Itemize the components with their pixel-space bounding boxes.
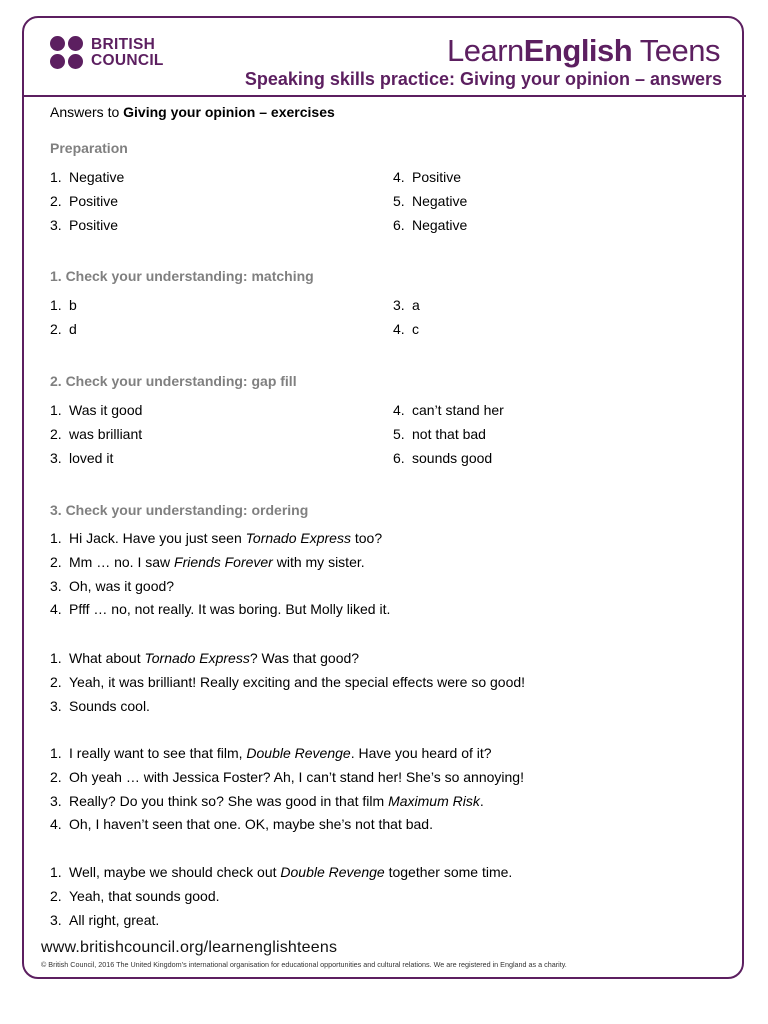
intro-line: Answers to Giving your opinion – exercises <box>50 104 335 120</box>
dialogue-line: 3. Really? Do you think so? She was good in that film Maximum Risk. <box>50 792 484 809</box>
logo-line-1: BRITISH <box>91 35 156 53</box>
footer-copyright: © British Council, 2016 The United Kingdom’s international organisation for educational opportunities and cultural relations. We are registered in England as a charity. <box>41 960 567 969</box>
preparation-answer: 4. Positive <box>393 169 462 185</box>
preparation-answer: 1. Negative <box>50 169 125 185</box>
logo-dots-icon <box>50 36 83 69</box>
dialogue-line: 4. Pfff … no, not really. It was boring. But Molly liked it. <box>50 601 391 618</box>
logo-line-2: COUNCIL <box>91 51 164 69</box>
gapfill-heading: 2. Check your understanding: gap fill <box>50 373 297 389</box>
footer-url: www.britishcouncil.org/learnenglishteens <box>41 939 338 956</box>
matching-answer: 1. b <box>50 297 77 313</box>
gapfill-answer: 5. not that bad <box>393 425 486 442</box>
dialogue-line: 3. All right, great. <box>50 911 160 928</box>
gapfill-answer: 1. Was it good <box>50 402 143 418</box>
page-border <box>22 16 744 979</box>
preparation-answer: 6. Negative <box>393 216 468 233</box>
ordering-heading: 3. Check your understanding: ordering <box>50 502 309 518</box>
dialogue-line: 4. Oh, I haven’t seen that one. OK, maybe she’s not that bad. <box>50 816 433 833</box>
dialogue-line: 2. Mm … no. I saw Friends Forever with my sister. <box>50 553 365 570</box>
british-council-logo <box>50 36 164 69</box>
learnenglish-teens-brand: LearnEnglish Teens <box>446 33 720 68</box>
preparation-answer: 2. Positive <box>50 192 119 209</box>
dialogue-line: 1. Well, maybe we should check out Double Revenge together some time. <box>50 864 513 880</box>
dialogue-line: 3. Oh, was it good? <box>50 577 175 594</box>
document-title: Speaking skills practice: Giving your opinion – answers <box>244 69 722 89</box>
dialogue-line: 3. Sounds cool. <box>50 697 150 714</box>
dialogue-line: 2. Yeah, that sounds good. <box>50 887 220 904</box>
matching-answer: 4. c <box>393 320 419 337</box>
gapfill-answer: 4. can’t stand her <box>393 402 504 418</box>
dialogue-line: 2. Yeah, it was brilliant! Really exciting and the special effects were so good! <box>50 673 526 690</box>
matching-heading: 1. Check your understanding: matching <box>50 268 314 284</box>
matching-answer: 2. d <box>50 320 77 337</box>
gapfill-answer: 2. was brilliant <box>50 425 143 442</box>
preparation-heading: Preparation <box>50 140 128 156</box>
header-divider <box>22 95 746 97</box>
dialogue-line: 1. What about Tornado Express? Was that good? <box>50 650 360 666</box>
preparation-answer: 3. Positive <box>50 216 119 233</box>
dialogue-line: 1. I really want to see that film, Double Revenge. Have you heard of it? <box>50 745 492 761</box>
gapfill-answer: 3. loved it <box>50 449 114 466</box>
gapfill-answer: 6. sounds good <box>393 449 493 466</box>
dialogue-line: 1. Hi Jack. Have you just seen Tornado Express too? <box>50 530 383 546</box>
preparation-answer: 5. Negative <box>393 192 468 209</box>
matching-answer: 3. a <box>393 297 420 313</box>
dialogue-line: 2. Oh yeah … with Jessica Foster? Ah, I can’t stand her! She’s so annoying! <box>50 768 524 785</box>
